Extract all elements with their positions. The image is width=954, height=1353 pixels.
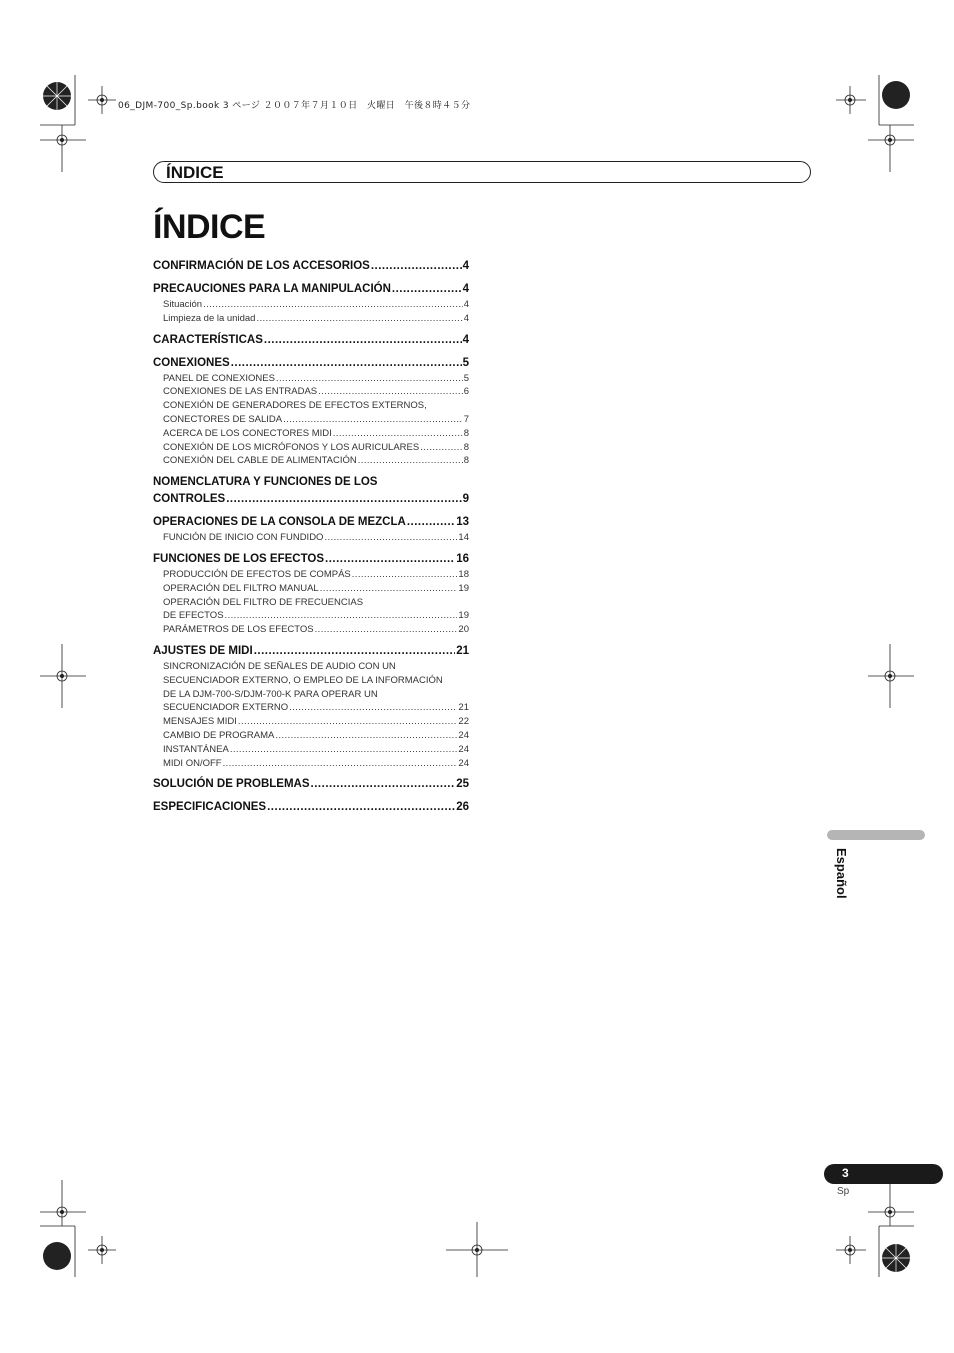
- toc-subentry[interactable]: [153, 609, 469, 623]
- toc-subentry-title: INSTANTÁNEA: [163, 743, 229, 755]
- toc-entry-page: 13: [456, 516, 469, 529]
- toc-subentry-page: 24: [458, 729, 469, 741]
- toc-subentry[interactable]: [153, 427, 469, 441]
- toc-subentry-page: 24: [458, 743, 469, 755]
- toc-subentry[interactable]: [153, 729, 469, 743]
- toc-entry-title: FUNCIONES DE LOS EFECTOS: [153, 552, 325, 565]
- toc-subentry-page: 24: [458, 757, 469, 769]
- toc-entry[interactable]: [153, 551, 469, 568]
- section-header-label: ÍNDICE: [166, 163, 224, 182]
- toc-subentry-title: MIDI ON/OFF: [163, 757, 222, 769]
- toc-subentry[interactable]: [153, 568, 469, 582]
- toc-entry-title: AJUSTES DE MIDI: [153, 644, 253, 657]
- toc-entry-title: OPERACIONES DE LA CONSOLA DE MEZCLA: [153, 516, 406, 529]
- toc-entry[interactable]: [153, 258, 469, 275]
- toc-entry-page: 9: [462, 493, 469, 506]
- language-tab-bar: [827, 830, 925, 840]
- toc-entry-page: 4: [462, 260, 469, 272]
- toc-subentry[interactable]: [153, 312, 469, 326]
- toc-subentry-line: SECUENCIADOR EXTERNO, O EMPLEO DE LA INFORMACIÓN: [163, 674, 443, 686]
- toc-subentry-title: PANEL DE CONEXIONES: [163, 372, 275, 384]
- toc-subentry[interactable]: [153, 715, 469, 729]
- toc-subentry[interactable]: [153, 743, 469, 757]
- toc-subentry[interactable]: [153, 413, 469, 427]
- toc-entry-page: 16: [456, 552, 469, 565]
- toc-subentry[interactable]: [153, 582, 469, 596]
- toc-entry-line: NOMENCLATURA Y FUNCIONES DE LOS: [153, 476, 378, 489]
- toc-entry-page: 26: [456, 801, 469, 814]
- toc-entry-page: 4: [462, 283, 469, 295]
- toc-subentry-title: OPERACIÓN DEL FILTRO MANUAL: [163, 582, 319, 594]
- toc-entry-page: 25: [456, 778, 469, 791]
- toc-subentry-title: PRODUCCIÓN DE EFECTOS DE COMPÁS: [163, 568, 351, 580]
- toc-subentry-title: DE EFECTOS: [163, 610, 224, 622]
- toc-entry-title: SOLUCIÓN DE PROBLEMAS: [153, 778, 310, 791]
- toc-entry[interactable]: [153, 514, 469, 531]
- toc-subentry-title: CONECTORES DE SALIDA: [163, 413, 283, 425]
- toc-entry-page: 4: [462, 333, 469, 346]
- toc-entry-title: CONTROLES: [153, 493, 226, 506]
- toc-subentry-title: CONEXIÓN DEL CABLE DE ALIMENTACIÓN: [163, 455, 357, 467]
- toc-entry[interactable]: [153, 643, 469, 660]
- toc-entry[interactable]: [153, 332, 469, 349]
- toc-entry[interactable]: [153, 281, 469, 298]
- toc-entry-title: ESPECIFICACIONES: [153, 801, 267, 814]
- toc-subentry-page: 5: [463, 372, 469, 384]
- toc-subentry[interactable]: [153, 623, 469, 637]
- toc-subentry-page: 7: [463, 413, 469, 425]
- toc-entry-title: CONEXIONES: [153, 356, 230, 369]
- toc-subentry[interactable]: [153, 454, 469, 468]
- page-number-pill: [824, 1164, 943, 1184]
- toc-subentry-page: 4: [463, 299, 469, 310]
- toc-subentry[interactable]: [153, 757, 469, 771]
- toc-subentry-page: 22: [458, 716, 469, 728]
- toc-entry[interactable]: [153, 799, 469, 816]
- toc-entry-title: PRECAUCIONES PARA LA MANIPULACIÓN: [153, 283, 391, 295]
- toc-subentry[interactable]: [153, 531, 469, 545]
- toc-subentry-page: 20: [458, 624, 469, 636]
- toc-subentry-page: 4: [463, 312, 469, 324]
- toc-subentry-page: 21: [458, 702, 469, 714]
- page-language-code: Sp: [837, 1186, 850, 1197]
- toc-entry-page: 21: [456, 644, 469, 657]
- toc-subentry[interactable]: [153, 385, 469, 399]
- toc-entry[interactable]: [153, 776, 469, 793]
- toc-subentry-title: PARÁMETROS DE LOS EFECTOS: [163, 624, 314, 636]
- toc-subentry-page: 19: [458, 610, 469, 622]
- toc-subentry-page: 8: [463, 441, 469, 453]
- toc-subentry-title: Situación: [163, 299, 203, 310]
- section-header-tab: [153, 161, 811, 183]
- toc-subentry-title: MENSAJES MIDI: [163, 716, 237, 728]
- toc-subentry-page: 6: [463, 386, 469, 398]
- toc-subentry-title: CONEXIÓN DE LOS MICRÓFONOS Y LOS AURICULARES: [163, 441, 420, 453]
- toc-entry[interactable]: [153, 491, 469, 508]
- toc-subentry-title: CONEXIONES DE LAS ENTRADAS: [163, 386, 318, 398]
- toc-subentry-page: 18: [458, 568, 469, 580]
- toc-subentry[interactable]: [153, 372, 469, 386]
- toc-subentry-title: FUNCIÓN DE INICIO CON FUNDIDO: [163, 532, 324, 544]
- toc-subentry-page: 8: [463, 455, 469, 467]
- page-number: 3: [842, 1166, 849, 1180]
- file-header: 06_DJM-700_Sp.book 3 ページ ２００７年７月１０日 火曜日 午後８時４５分: [118, 101, 471, 111]
- toc-subentry-line: DE LA DJM-700-S/DJM-700-K PARA OPERAR UN: [163, 688, 378, 700]
- toc-subentry[interactable]: [153, 701, 469, 715]
- toc-subentry-line: SINCRONIZACIÓN DE SEÑALES DE AUDIO CON UN: [163, 660, 396, 672]
- language-tab-label: Español: [834, 848, 849, 899]
- toc-subentry-line: CONEXIÓN DE GENERADORES DE EFECTOS EXTERNOS,: [163, 400, 427, 412]
- toc-subentry-page: 19: [458, 582, 469, 594]
- toc-subentry-line: OPERACIÓN DEL FILTRO DE FRECUENCIAS: [163, 596, 364, 608]
- toc-subentry[interactable]: [153, 441, 469, 455]
- toc-subentry-title: SECUENCIADOR EXTERNO: [163, 702, 289, 714]
- toc-entry-title: CARACTERÍSTICAS: [153, 333, 263, 346]
- table-of-contents: [153, 258, 469, 816]
- toc-entry-title: CONFIRMACIÓN DE LOS ACCESORIOS: [153, 260, 370, 272]
- page-title: ÍNDICE: [153, 208, 266, 246]
- toc-subentry-page: 14: [458, 532, 469, 544]
- toc-entry[interactable]: [153, 355, 469, 372]
- toc-subentry-title: ACERCA DE LOS CONECTORES MIDI: [163, 427, 332, 439]
- toc-subentry-title: CAMBIO DE PROGRAMA: [163, 729, 275, 741]
- toc-entry-page: 5: [462, 356, 469, 369]
- toc-subentry[interactable]: [153, 298, 469, 312]
- toc-subentry-title: Limpieza de la unidad: [163, 312, 256, 324]
- toc-subentry-page: 8: [463, 427, 469, 439]
